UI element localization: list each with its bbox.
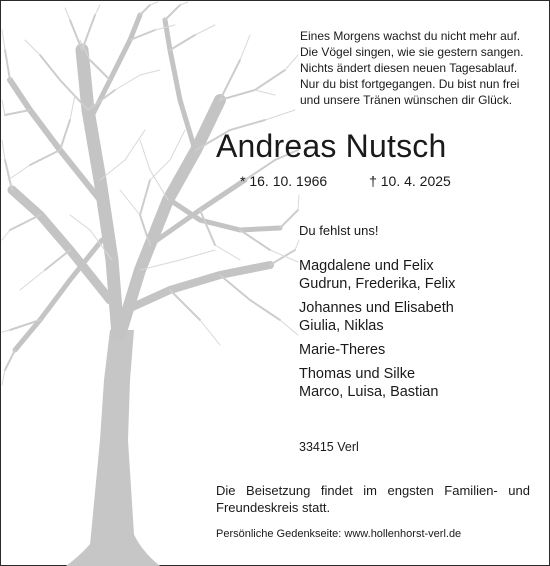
mourner-line: Giulia, Niklas [299,318,384,334]
mourner-line: Magdalene und Felix [299,258,434,274]
poem-line: Die Vögel singen, wie sie gestern sangen. [300,45,524,59]
deceased-name: Andreas Nutsch [216,128,447,164]
poem [300,28,540,108]
mourner-group [299,299,455,335]
poem-line: und unsere Tränen wünschen dir Glück. [300,93,513,107]
poem-line: Nichts ändert diesen neuen Tagesablauf. [300,61,518,75]
mourner-group [299,365,455,401]
funeral-notice: Die Beisetzung findet im engsten Familien- und Freundeskreis statt. [216,483,530,515]
mourner-line: Johannes und Elisabeth [299,300,454,316]
poem-line: Nur du bist fortgegangen. Du bist nun frei [300,77,520,91]
mourner-group [299,257,455,293]
mourner-line: Gudrun, Frederika, Felix [299,276,456,292]
mourner-line: Thomas und Silke [299,366,416,382]
place: 33415 Verl [299,440,359,454]
poem-line: Eines Morgens wachst du nicht mehr auf. [300,29,521,43]
mourners-list [299,257,455,407]
birth-date: * 16. 10. 1966 [240,173,328,189]
mourner-line: Marco, Luisa, Bastian [299,384,439,400]
memorial-website: Persönliche Gedenkseite: www.hollenhorst-verl.de [216,528,462,540]
death-date: † 10. 4. 2025 [369,173,451,189]
mourner-line: Marie-Theres [299,342,386,358]
mourner-group [299,341,455,359]
life-dates [240,173,451,189]
miss-you-text: Du fehlst uns! [299,223,379,238]
